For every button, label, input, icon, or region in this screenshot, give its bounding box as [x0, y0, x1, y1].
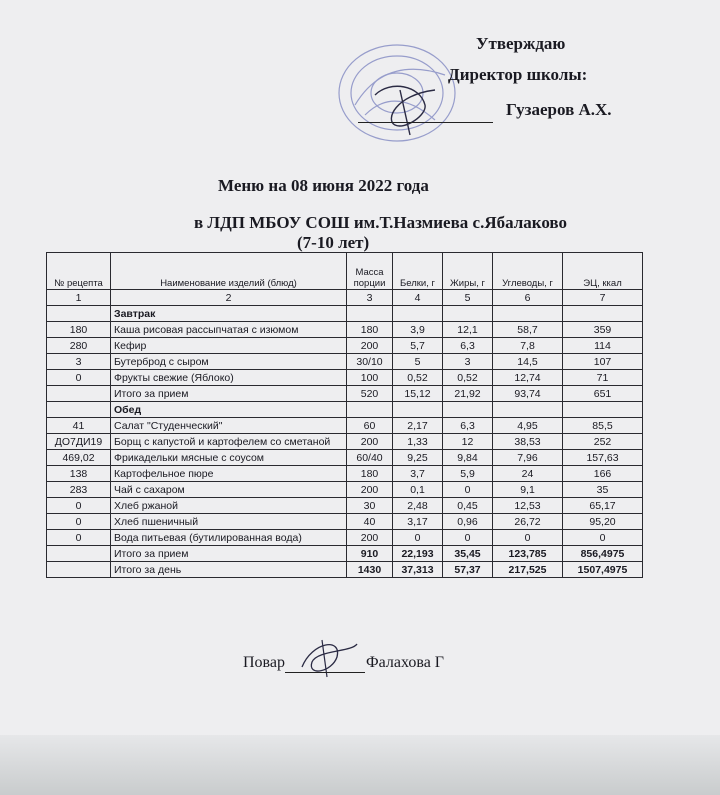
value-cell: 0: [393, 530, 443, 546]
dish-name-cell: Салат "Студенческий": [111, 418, 347, 434]
table-row: [47, 434, 643, 450]
value-cell: 3: [443, 354, 493, 370]
table-row: [47, 354, 643, 370]
value-cell: [347, 402, 393, 418]
dish-name-cell: Итого за день: [111, 562, 347, 578]
value-cell: [47, 562, 111, 578]
value-cell: 5,9: [443, 466, 493, 482]
column-number-row: [47, 290, 643, 306]
dish-name-cell: Завтрак: [111, 306, 347, 322]
value-cell: 0: [563, 530, 643, 546]
dish-name-cell: Бутерброд с сыром: [111, 354, 347, 370]
value-cell: 180: [47, 322, 111, 338]
value-cell: 30: [347, 498, 393, 514]
value-cell: 6,3: [443, 418, 493, 434]
value-cell: 359: [563, 322, 643, 338]
table-row: [47, 402, 643, 418]
cook-label: Повар: [243, 654, 285, 671]
value-cell: 95,20: [563, 514, 643, 530]
dish-name-cell: Картофельное пюре: [111, 466, 347, 482]
dish-name-cell: Чай с сахаром: [111, 482, 347, 498]
value-cell: 0: [443, 482, 493, 498]
value-cell: 21,92: [443, 386, 493, 402]
value-cell: 35: [563, 482, 643, 498]
value-cell: [47, 386, 111, 402]
value-cell: 100: [347, 370, 393, 386]
cook-signature-line: [285, 672, 365, 673]
dish-name-cell: Хлеб пшеничный: [111, 514, 347, 530]
value-cell: 252: [563, 434, 643, 450]
value-cell: 60/40: [347, 450, 393, 466]
table-row: [47, 562, 643, 578]
value-cell: [393, 402, 443, 418]
value-cell: 60: [347, 418, 393, 434]
value-cell: 1,33: [393, 434, 443, 450]
column-number-cell: 2: [111, 290, 347, 306]
value-cell: 15,12: [393, 386, 443, 402]
value-cell: 14,5: [493, 354, 563, 370]
cook-name: Фалахова Г: [366, 654, 445, 671]
value-cell: [443, 402, 493, 418]
dish-name-cell: Борщ с капустой и картофелем со сметаной: [111, 434, 347, 450]
value-cell: 180: [347, 466, 393, 482]
dish-name-cell: Обед: [111, 402, 347, 418]
menu-subtitle: в ЛДП МБОУ СОШ им.Т.Назмиева с.Ябалаково: [194, 213, 567, 232]
value-cell: [47, 402, 111, 418]
table-row: [47, 546, 643, 562]
value-cell: [47, 306, 111, 322]
value-cell: 4,95: [493, 418, 563, 434]
value-cell: 58,7: [493, 322, 563, 338]
header-cell: Масса порции: [347, 253, 393, 290]
column-number-cell: 5: [443, 290, 493, 306]
value-cell: 217,525: [493, 562, 563, 578]
value-cell: 0: [47, 498, 111, 514]
value-cell: 0: [47, 370, 111, 386]
value-cell: 0: [47, 530, 111, 546]
director-title: Директор школы:: [448, 65, 588, 84]
table-row: [47, 530, 643, 546]
value-cell: 651: [563, 386, 643, 402]
value-cell: 0,52: [393, 370, 443, 386]
value-cell: 0,45: [443, 498, 493, 514]
value-cell: 138: [47, 466, 111, 482]
value-cell: 41: [47, 418, 111, 434]
value-cell: 0,1: [393, 482, 443, 498]
value-cell: 200: [347, 338, 393, 354]
value-cell: 65,17: [563, 498, 643, 514]
dish-name-cell: Хлеб ржаной: [111, 498, 347, 514]
value-cell: [563, 306, 643, 322]
value-cell: 3,9: [393, 322, 443, 338]
table-header-row: [47, 253, 643, 290]
value-cell: 12: [443, 434, 493, 450]
value-cell: 114: [563, 338, 643, 354]
value-cell: 0: [47, 514, 111, 530]
value-cell: 2,17: [393, 418, 443, 434]
table-row: [47, 482, 643, 498]
value-cell: 71: [563, 370, 643, 386]
column-number-cell: 4: [393, 290, 443, 306]
value-cell: [393, 306, 443, 322]
value-cell: 0,52: [443, 370, 493, 386]
value-cell: 57,37: [443, 562, 493, 578]
value-cell: 856,4975: [563, 546, 643, 562]
value-cell: 520: [347, 386, 393, 402]
table-row: [47, 386, 643, 402]
dish-name-cell: Фрукты свежие (Яблоко): [111, 370, 347, 386]
value-cell: 35,45: [443, 546, 493, 562]
age-group: (7-10 лет): [297, 233, 370, 252]
value-cell: 180: [347, 322, 393, 338]
dish-name-cell: Итого за прием: [111, 546, 347, 562]
header-cell: ЭЦ, ккал: [563, 253, 643, 290]
value-cell: 12,74: [493, 370, 563, 386]
value-cell: 9,1: [493, 482, 563, 498]
value-cell: 7,96: [493, 450, 563, 466]
header-cell: № рецепта: [47, 253, 111, 290]
menu-table: [46, 252, 643, 578]
value-cell: 0: [443, 530, 493, 546]
table-row: [47, 466, 643, 482]
dish-name-cell: Итого за прием: [111, 386, 347, 402]
table-row: [47, 450, 643, 466]
value-cell: 9,25: [393, 450, 443, 466]
column-number-cell: 1: [47, 290, 111, 306]
dish-name-cell: Фрикадельки мясные с соусом: [111, 450, 347, 466]
value-cell: 283: [47, 482, 111, 498]
value-cell: 85,5: [563, 418, 643, 434]
value-cell: 107: [563, 354, 643, 370]
value-cell: 3,17: [393, 514, 443, 530]
value-cell: 30/10: [347, 354, 393, 370]
header-cell: Наименование изделий (блюд): [111, 253, 347, 290]
value-cell: 200: [347, 530, 393, 546]
value-cell: 5: [393, 354, 443, 370]
value-cell: 200: [347, 482, 393, 498]
value-cell: 6,3: [443, 338, 493, 354]
value-cell: 12,53: [493, 498, 563, 514]
value-cell: 5,7: [393, 338, 443, 354]
value-cell: 200: [347, 434, 393, 450]
value-cell: 37,313: [393, 562, 443, 578]
value-cell: 22,193: [393, 546, 443, 562]
approval-label: Утверждаю: [476, 34, 566, 53]
column-number-cell: 7: [563, 290, 643, 306]
value-cell: 24: [493, 466, 563, 482]
value-cell: [563, 402, 643, 418]
header-cell: Углеводы, г: [493, 253, 563, 290]
value-cell: [493, 306, 563, 322]
value-cell: 469,02: [47, 450, 111, 466]
value-cell: 9,84: [443, 450, 493, 466]
header-cell: Белки, г: [393, 253, 443, 290]
table-row: [47, 498, 643, 514]
value-cell: 12,1: [443, 322, 493, 338]
dish-name-cell: Вода питьевая (бутилированная вода): [111, 530, 347, 546]
value-cell: ДО7ДИ19: [47, 434, 111, 450]
value-cell: 26,72: [493, 514, 563, 530]
page-shadow: [0, 735, 720, 795]
value-cell: [47, 546, 111, 562]
table-row: [47, 370, 643, 386]
table-row: [47, 322, 643, 338]
value-cell: [347, 306, 393, 322]
value-cell: 93,74: [493, 386, 563, 402]
value-cell: 38,53: [493, 434, 563, 450]
menu-title: Меню на 08 июня 2022 года: [218, 176, 429, 195]
table-row: [47, 306, 643, 322]
cook-signature: [282, 632, 372, 682]
value-cell: 2,48: [393, 498, 443, 514]
column-number-cell: 3: [347, 290, 393, 306]
value-cell: 1430: [347, 562, 393, 578]
value-cell: 40: [347, 514, 393, 530]
table-row: [47, 418, 643, 434]
value-cell: 123,785: [493, 546, 563, 562]
table-row: [47, 338, 643, 354]
school-seal-stamp: [325, 35, 475, 155]
column-number-cell: 6: [493, 290, 563, 306]
value-cell: 910: [347, 546, 393, 562]
value-cell: 0: [493, 530, 563, 546]
value-cell: 3: [47, 354, 111, 370]
value-cell: 0,96: [443, 514, 493, 530]
value-cell: 7,8: [493, 338, 563, 354]
director-name: Гузаеров А.Х.: [506, 100, 612, 119]
table-row: [47, 514, 643, 530]
value-cell: 157,63: [563, 450, 643, 466]
value-cell: [493, 402, 563, 418]
dish-name-cell: Каша рисовая рассыпчатая с изюмом: [111, 322, 347, 338]
value-cell: [443, 306, 493, 322]
value-cell: 3,7: [393, 466, 443, 482]
value-cell: 166: [563, 466, 643, 482]
dish-name-cell: Кефир: [111, 338, 347, 354]
header-cell: Жиры, г: [443, 253, 493, 290]
value-cell: 280: [47, 338, 111, 354]
director-signature-line: [358, 122, 493, 123]
value-cell: 1507,4975: [563, 562, 643, 578]
